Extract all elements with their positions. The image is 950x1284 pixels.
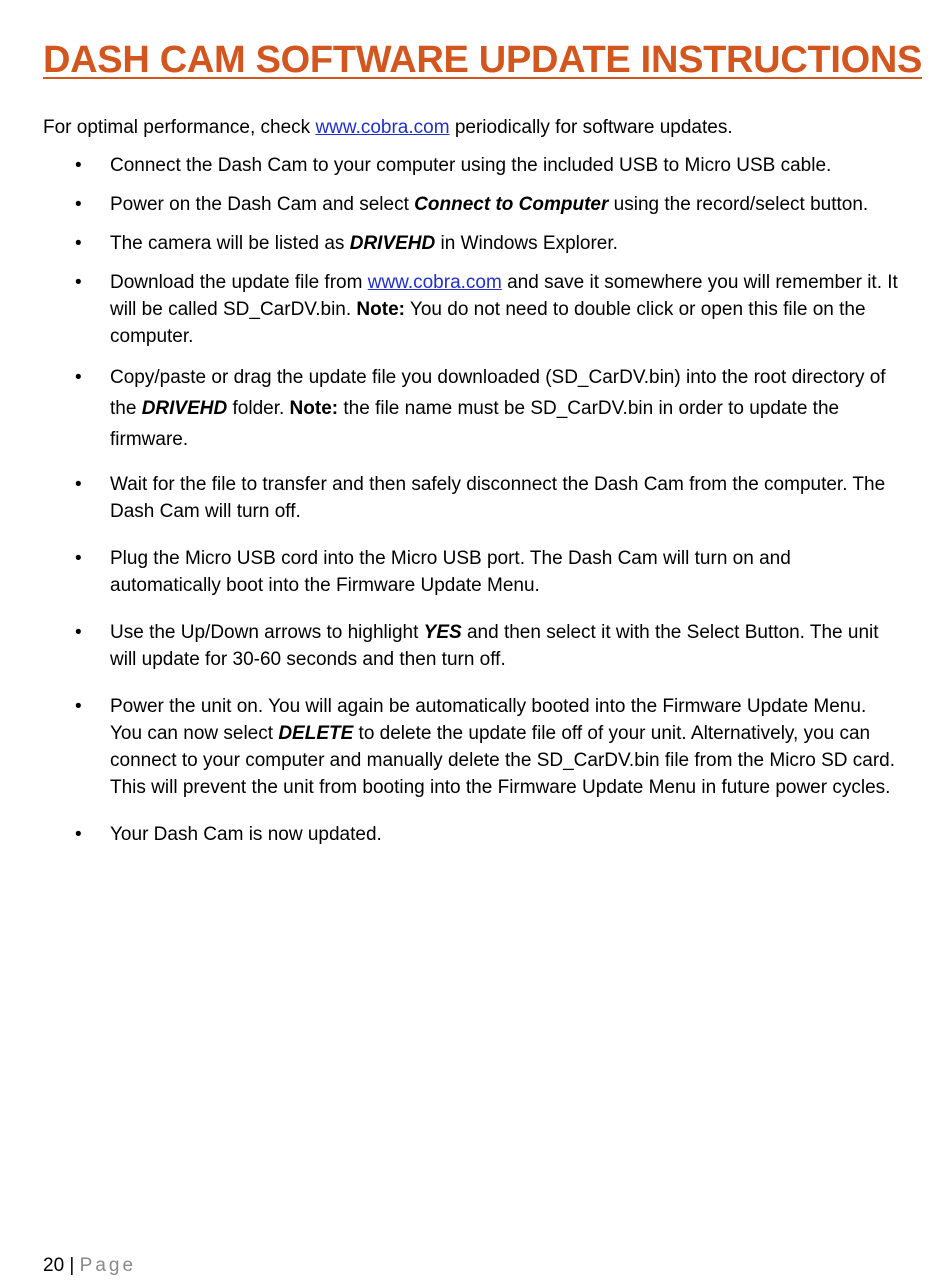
step-text: Use the Up/Down arrows to highlight — [110, 622, 424, 643]
yes-option: YES — [423, 622, 462, 643]
page-footer — [43, 1252, 136, 1279]
bullet-icon: • — [75, 233, 82, 254]
step-text-middle: folder. — [227, 398, 290, 419]
step-text-end: to delete the update file off of your unit. Alternatively, you can connect to your computer and manually delete the SD_CarDV.bin file from the Micro SD card. This will prevent the unit from booting into the Firmware Update Menu in future power cycles. — [110, 723, 896, 798]
note-label: Note: — [289, 398, 339, 419]
drivehd-folder-name: DRIVEHD — [141, 398, 228, 419]
step-text: Your Dash Cam is now updated. — [110, 824, 382, 845]
cobra-website-link[interactable]: www.cobra.com — [315, 117, 450, 138]
step-download-file — [43, 269, 903, 350]
bullet-icon: • — [75, 367, 82, 388]
bullet-icon: • — [75, 622, 82, 643]
intro-text: For optimal performance, check — [43, 117, 316, 138]
intro-text-end: periodically for software updates. — [449, 117, 733, 138]
bullet-icon: • — [75, 474, 82, 495]
step-text: Wait for the file to transfer and then safely disconnect the Dash Cam from the computer. The Dash Cam will turn off. — [110, 474, 886, 522]
step-text-end: You do not need to double click or open this file on the computer. — [110, 299, 866, 347]
step-plug-usb — [43, 545, 903, 599]
connect-to-computer-option: Connect to Computer — [414, 194, 609, 215]
step-text-end: in Windows Explorer. — [435, 233, 618, 254]
step-text: Copy/paste or drag the update file you downloaded (SD_CarDV.bin) into the root directory of the — [110, 367, 886, 419]
bullet-icon: • — [75, 272, 82, 293]
step-complete — [43, 821, 903, 848]
step-text-middle: and save it somewhere you will remember it. It will be called SD_CarDV.bin. — [110, 272, 898, 320]
step-delete-file — [43, 693, 903, 801]
step-text: Plug the Micro USB cord into the Micro USB port. The Dash Cam will turn on and automatically boot into the Firmware Update Menu. — [110, 548, 791, 596]
page-title: DASH CAM SOFTWARE UPDATE INSTRUCTIONS — [43, 39, 923, 81]
footer-separator: | — [64, 1255, 80, 1276]
bullet-icon: • — [75, 824, 82, 845]
bullet-icon: • — [75, 155, 82, 176]
step-text: Power the unit on. You will again be automatically booted into the Firmware Update Menu. You can now select — [110, 696, 867, 744]
step-copy-file — [43, 362, 903, 455]
step-connect-usb — [43, 152, 903, 179]
step-text: Download the update file from — [110, 272, 368, 293]
bullet-icon: • — [75, 696, 82, 717]
drivehd-name: DRIVEHD — [349, 233, 436, 254]
page-number: 20 — [43, 1255, 65, 1276]
page-label: Page — [79, 1255, 137, 1276]
step-text: The camera will be listed as — [110, 233, 350, 254]
bullet-icon: • — [75, 194, 82, 215]
cobra-download-link[interactable]: www.cobra.com — [367, 272, 502, 293]
step-text-end: the file name must be SD_CarDV.bin in order to update the firmware. — [110, 398, 840, 450]
step-select-yes — [43, 619, 903, 673]
note-label: Note: — [356, 299, 405, 320]
step-text: Power on the Dash Cam and select — [110, 194, 415, 215]
step-disconnect — [43, 471, 903, 525]
step-text-end: and then select it with the Select Button. The unit will update for 30-60 seconds and then turn off. — [110, 622, 879, 670]
intro-paragraph — [43, 114, 903, 141]
step-text: Connect the Dash Cam to your computer using the included USB to Micro USB cable. — [110, 155, 832, 176]
step-text-end: using the record/select button. — [608, 194, 869, 215]
step-drive-listed — [43, 230, 903, 257]
bullet-icon: • — [75, 548, 82, 569]
delete-option: DELETE — [278, 723, 354, 744]
instruction-steps-list — [43, 152, 903, 860]
step-power-on — [43, 191, 903, 218]
